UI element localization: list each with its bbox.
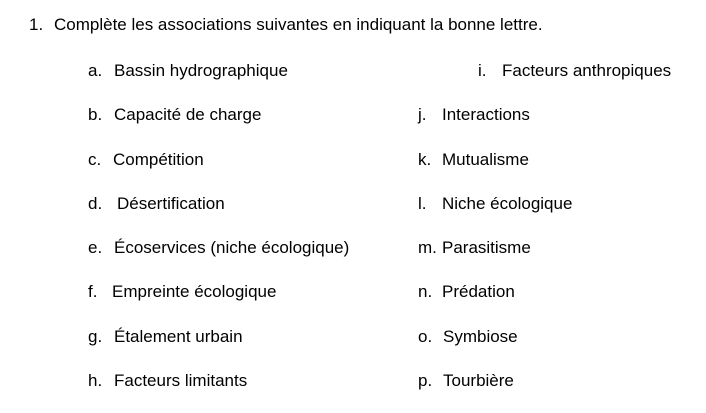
item-term: Interactions xyxy=(442,105,530,124)
item-letter: e. xyxy=(88,238,103,257)
question-heading xyxy=(29,15,543,35)
list-item-e xyxy=(88,238,349,258)
item-term: Symbiose xyxy=(443,327,518,346)
item-letter: n. xyxy=(418,282,433,301)
item-term: Désertification xyxy=(117,194,225,213)
item-term: Empreinte écologique xyxy=(112,282,277,301)
item-term: Bassin hydrographique xyxy=(114,61,288,80)
item-term: Prédation xyxy=(442,282,515,301)
item-term: Compétition xyxy=(113,150,204,169)
item-term: Étalement urbain xyxy=(114,327,243,346)
item-term: Facteurs limitants xyxy=(114,371,248,390)
list-item-l xyxy=(418,194,572,214)
item-letter: f. xyxy=(88,282,98,301)
item-term: Écoservices (niche écologique) xyxy=(114,238,350,257)
list-item-b xyxy=(88,105,261,125)
item-letter: l. xyxy=(418,194,427,213)
item-term: Capacité de charge xyxy=(114,105,262,124)
item-letter: a. xyxy=(88,61,103,80)
item-letter: i. xyxy=(478,61,487,80)
list-item-a xyxy=(88,61,288,81)
item-letter: p. xyxy=(418,371,433,390)
list-item-f xyxy=(88,282,276,302)
item-term: Tourbière xyxy=(443,371,514,390)
list-item-p xyxy=(418,371,514,391)
list-item-m xyxy=(418,238,531,258)
item-letter: k. xyxy=(418,150,432,169)
item-term: Mutualisme xyxy=(442,150,529,169)
list-item-n xyxy=(418,282,515,302)
item-letter: b. xyxy=(88,105,103,124)
item-term: Parasitisme xyxy=(442,238,531,257)
item-letter: g. xyxy=(88,327,103,346)
list-item-g xyxy=(88,327,243,347)
question-number: 1. xyxy=(29,15,44,34)
question-text: Complète les associations suivantes en indiquant la bonne lettre. xyxy=(54,15,543,34)
item-letter: o. xyxy=(418,327,433,346)
list-item-j xyxy=(418,105,530,125)
item-letter: j. xyxy=(418,105,427,124)
item-letter: h. xyxy=(88,371,103,390)
item-letter: m. xyxy=(418,238,437,257)
item-term: Facteurs anthropiques xyxy=(502,61,672,80)
item-letter: d. xyxy=(88,194,103,213)
list-item-h xyxy=(88,371,247,391)
item-letter: c. xyxy=(88,150,102,169)
list-item-c xyxy=(88,150,204,170)
list-item-d xyxy=(88,194,225,214)
list-item-i xyxy=(478,61,671,81)
item-term: Niche écologique xyxy=(442,194,573,213)
list-item-o xyxy=(418,327,518,347)
list-item-k xyxy=(418,150,529,170)
